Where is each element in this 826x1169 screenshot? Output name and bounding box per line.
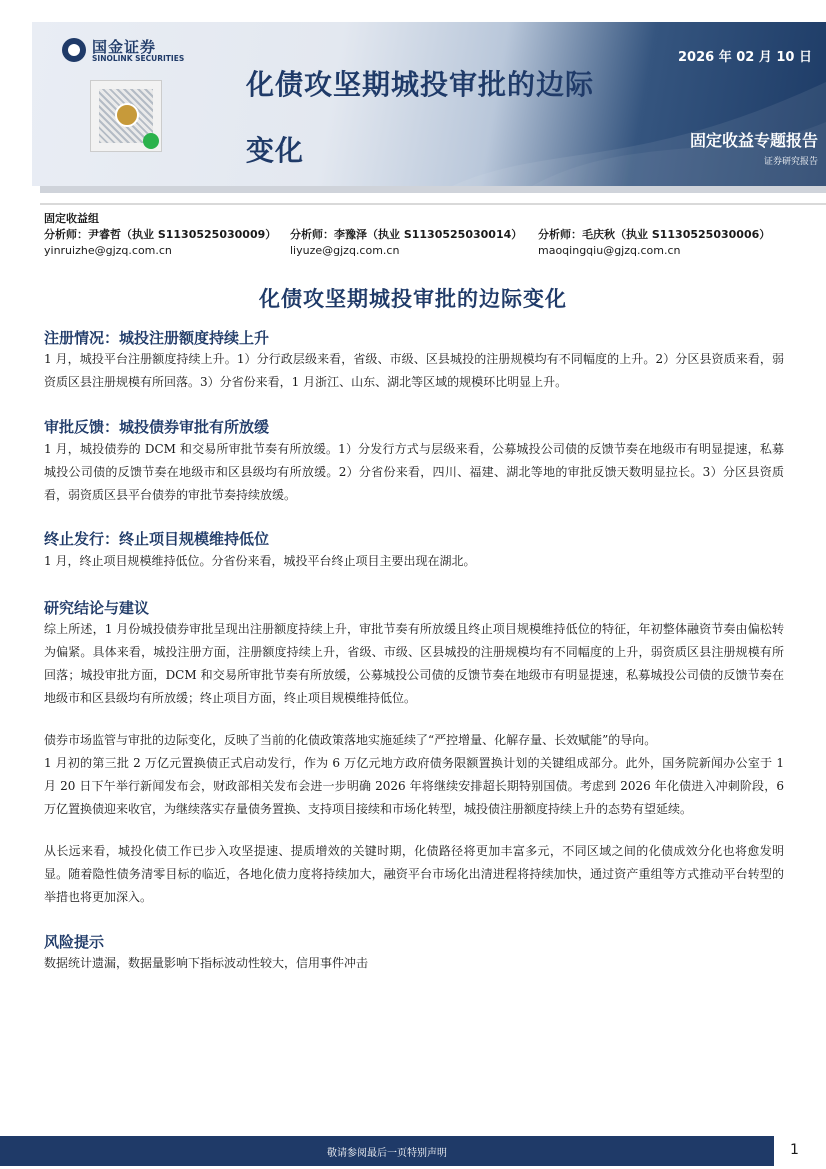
qr-code	[90, 80, 162, 152]
qr-center-badge-icon	[115, 103, 139, 127]
section-heading-termination: 终止发行：终止项目规模维持低位	[44, 530, 270, 548]
paragraph-conclusion-4: 从长远来看，城投化债工作已步入攻坚提速、提质增效的关键时期，化债路径将更加丰富多元，不同区域之间的化债成效分化也将愈发明显。随着隐性债务清零目标的临近，各地化债力度将持续加大，融资平台市场化出清进程将持续加快，通过资产重组等方式推动平台转型的举措也将更加深入。	[44, 844, 784, 904]
section-heading-registration: 注册情况：城投注册额度持续上升	[44, 329, 270, 347]
analyst-2-email[interactable]: liyuze@gjzq.com.cn	[290, 244, 400, 257]
paragraph-approval: 1 月，城投债券的 DCM 和交易所审批节奏有所放缓。1）分发行方式与层级来看，公募城投公司债的反馈节奏在地级市有明显提速，私募城投公司债的反馈节奏在地级市和区县级均有所放缓。2）分省份来看，四川、福建、湖北等地的审批反馈天数明显拉长。3）分区县资质看，弱资质区县平台债券的审批节奏持续放缓。	[44, 442, 784, 502]
logo-english-name: SINOLINK SECURITIES	[92, 54, 185, 63]
paragraph-conclusion-3: 1 月初的第三批 2 万亿元置换债正式启动发行，作为 6 万亿元地方政府债务限额置换计划的关键组成部分。此外，国务院新闻办公室于 1 月 20 日下午举行新闻发布会，财政部相关发布会进一步明确 2026 年将继续安排超长期特别国债。考虑到 2026 年化债进入冲刺阶段，6 万亿置换债迎来收官，为继续落实存量债务置换、支持项目接续和市场化转型，城投债注册额度持续上升的态势有望延续。	[44, 756, 784, 816]
analyst-2: 分析师：李豫泽（执业 S1130525030014）	[290, 228, 523, 241]
report-type: 固定收益专题报告	[689, 131, 818, 150]
analyst-1: 分析师：尹睿哲（执业 S1130525030009）	[44, 228, 277, 241]
footer-notice: 敬请参阅最后一页特别声明	[327, 1148, 447, 1159]
logo-mark-icon	[62, 38, 86, 62]
section-heading-conclusion: 研究结论与建议	[44, 599, 150, 617]
analyst-group: 固定收益组	[44, 212, 99, 225]
report-subtype: 证券研究报告	[763, 157, 818, 167]
paragraph-registration: 1 月，城投平台注册额度持续上升。1）分行政层级来看，省级、市级、区县城投的注册规模均有不同幅度的上升。2）分区县资质来看，弱资质区县注册规模有所回落。3）分省份来看，1 月浙江、山东、湖北等区域的规模环比明显上升。	[44, 352, 784, 389]
company-logo	[62, 36, 202, 66]
wechat-icon	[143, 133, 159, 149]
logo-chinese-name: 国金证券	[92, 38, 157, 56]
page-number: 1	[790, 1142, 799, 1158]
section-heading-approval: 审批反馈：城投债券审批有所放缓	[44, 418, 270, 436]
paragraph-conclusion-1: 综上所述，1 月份城投债券审批呈现出注册额度持续上升，审批节奏有所放缓且终止项目规模维持低位的特征，年初整体融资节奏由偏松转为偏紧。具体来看，城投注册方面，注册额度持续上升，省级、市级、区县城投的注册规模均有不同幅度的上升，弱资质区县注册规模有所回落；城投审批方面，DCM 和交易所审批节奏有所放缓，公募城投公司债的反馈节奏在地级市有明显提速，私募城投公司债的反馈节奏在地级市和区县级均有所放缓；终止项目方面，终止项目规模维持低位。	[44, 622, 784, 705]
section-heading-risk: 风险提示	[44, 933, 105, 951]
banner-title: 化债攻坚期城投审批的边际变化	[246, 68, 595, 167]
report-date: 2026 年 02 月 10 日	[678, 50, 812, 65]
paragraph-risk: 数据统计遗漏，数据量影响下指标波动性较大，信用事件冲击	[44, 956, 369, 970]
paragraph-conclusion-2: 债券市场监管与审批的边际变化，反映了当前的化债政策落地实施延续了“严控增量、化解存量、长效赋能”的导向。	[44, 733, 657, 747]
analyst-3-email[interactable]: maoqingqiu@gjzq.com.cn	[538, 244, 681, 257]
report-banner	[0, 0, 826, 196]
analyst-1-email[interactable]: yinruizhe@gjzq.com.cn	[44, 244, 172, 257]
main-title: 化债攻坚期城投审批的边际变化	[259, 287, 567, 311]
analyst-3: 分析师：毛庆秋（执业 S1130525030006）	[538, 228, 771, 241]
header-divider	[40, 203, 826, 205]
paragraph-termination: 1 月，终止项目规模维持低位。分省份来看，城投平台终止项目主要出现在湖北。	[44, 554, 476, 568]
